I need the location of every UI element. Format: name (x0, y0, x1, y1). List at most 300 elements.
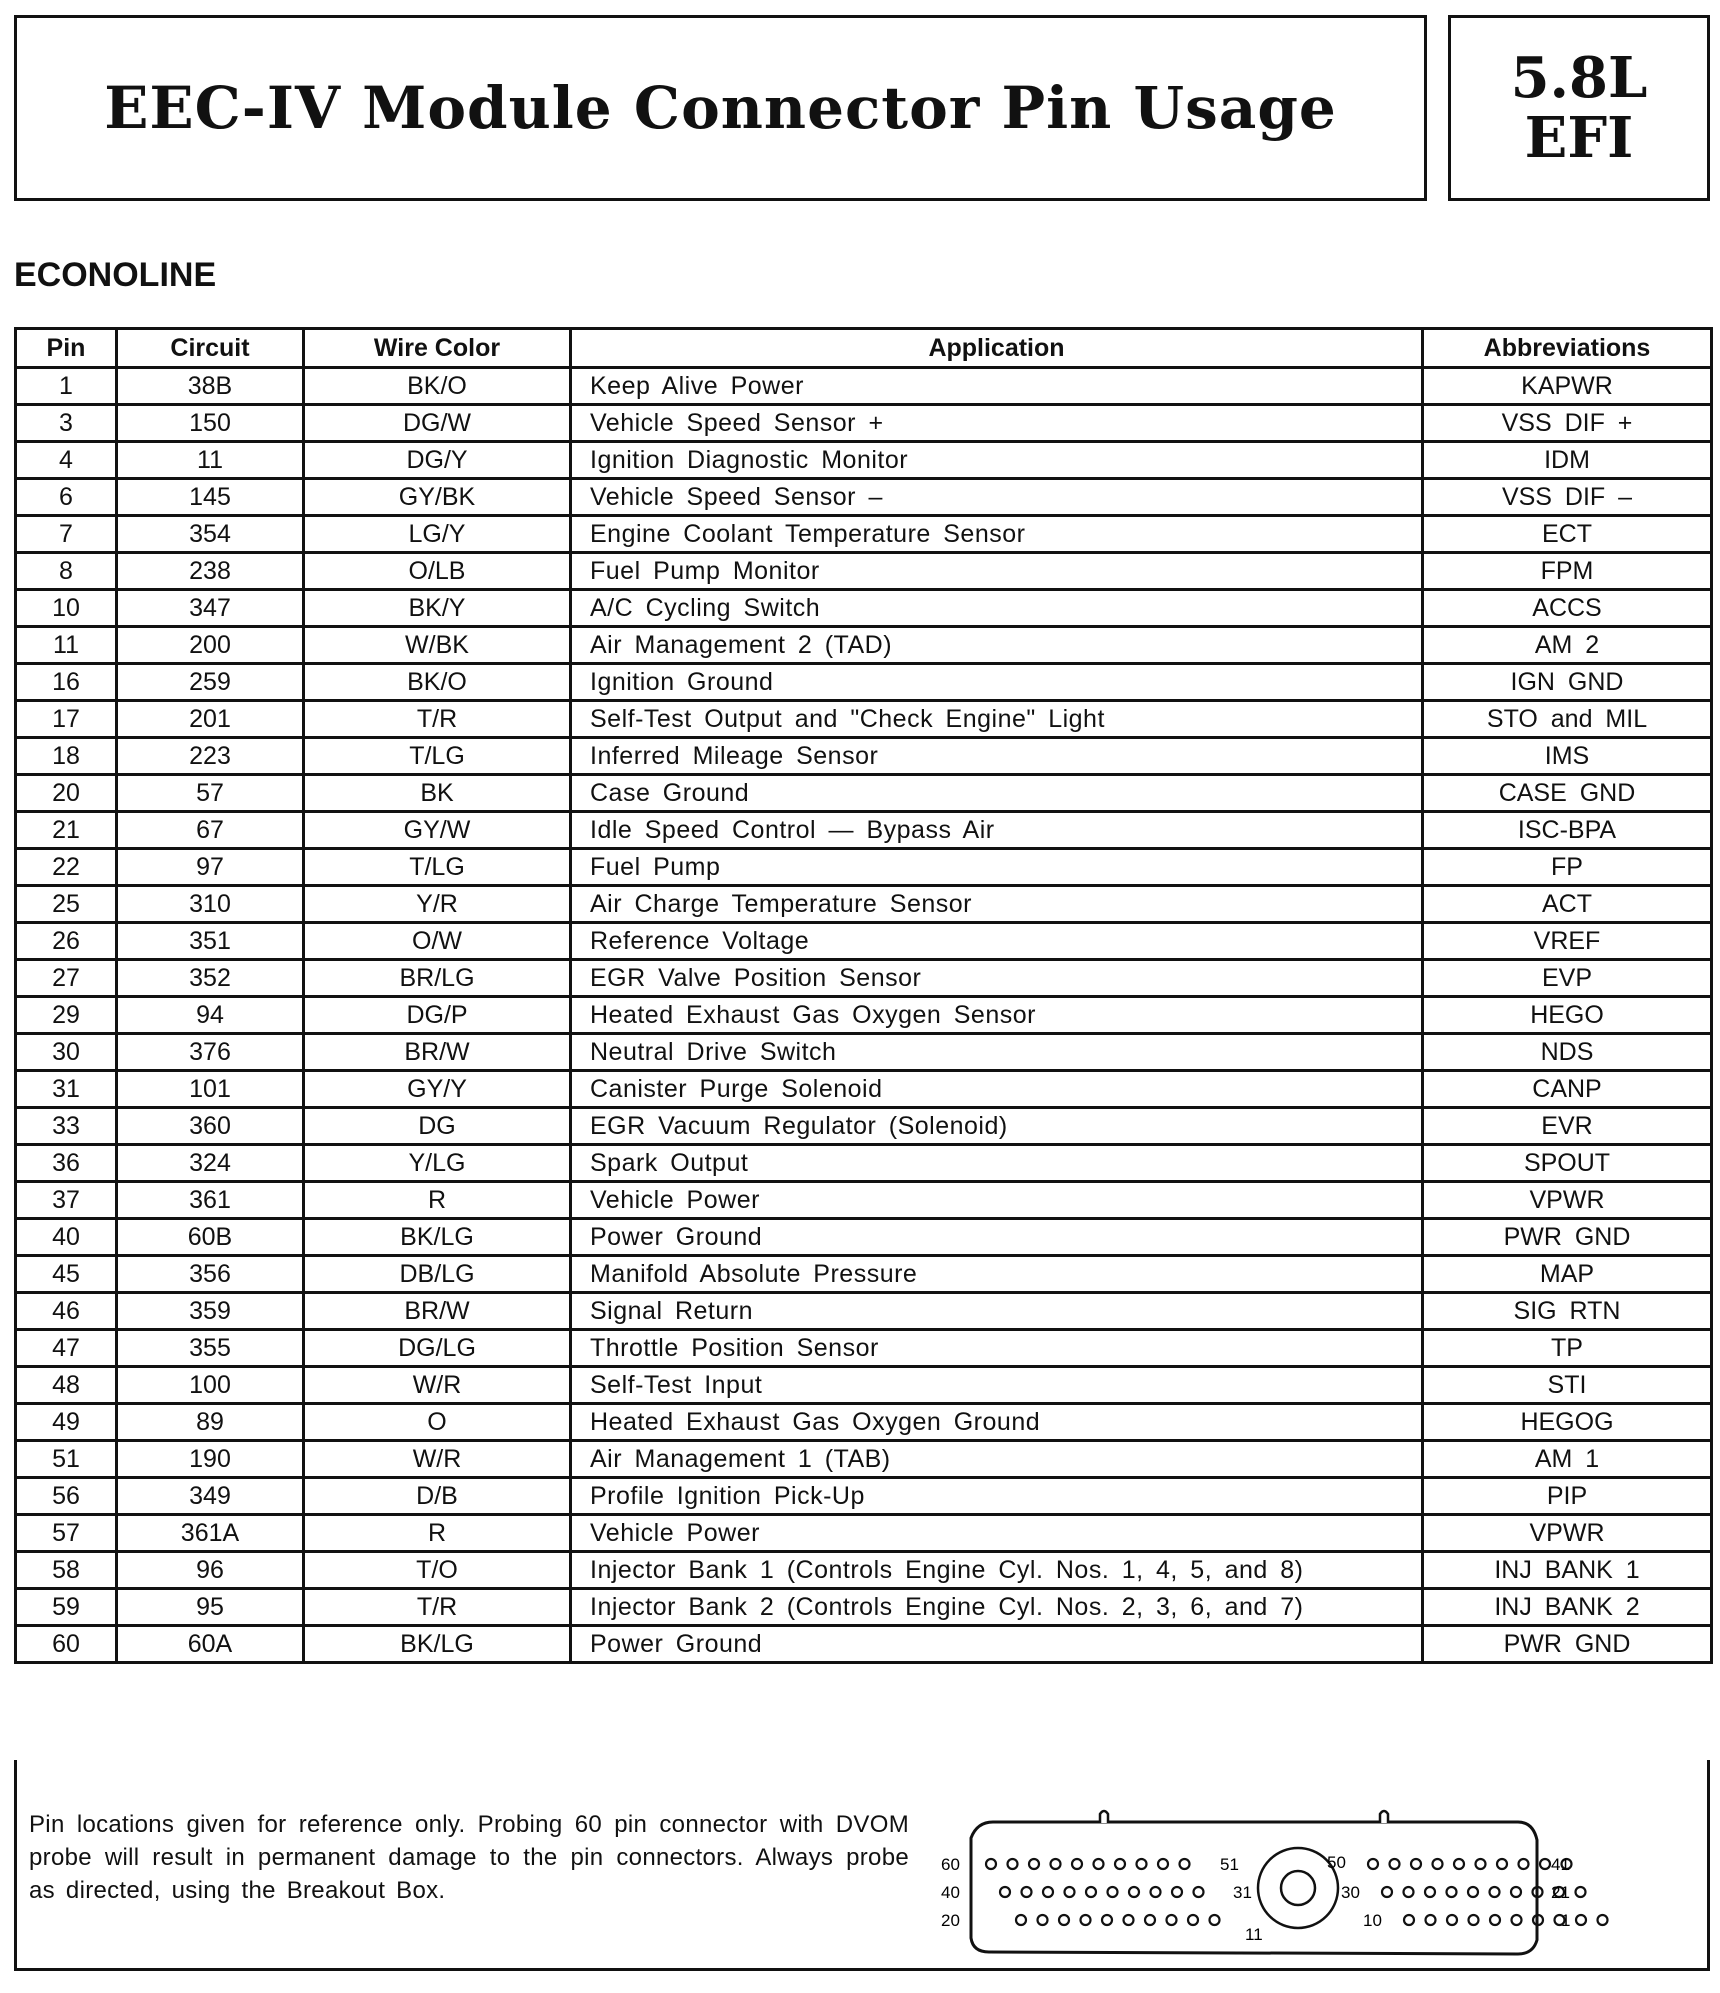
application-cell: EGR Vacuum Regulator (Solenoid) (571, 1108, 1423, 1145)
table-row (16, 368, 1712, 405)
pin-cell: 60 (16, 1626, 117, 1663)
application-cell: Fuel Pump Monitor (571, 553, 1423, 590)
wire-color-cell: T/R (304, 701, 571, 738)
circuit-cell: 351 (117, 923, 304, 960)
pin-cell: 49 (16, 1404, 117, 1441)
connector-pin-holes (986, 1859, 1608, 1925)
connector-pin-hole (1511, 1887, 1521, 1897)
abbreviation-cell: FP (1423, 849, 1712, 886)
pin-cell: 16 (16, 664, 117, 701)
table-header-row (16, 329, 1712, 368)
connector-label-60: 60 (941, 1855, 960, 1874)
wire-color-cell: DG/LG (304, 1330, 571, 1367)
table-row (16, 886, 1712, 923)
circuit-cell: 95 (117, 1589, 304, 1626)
circuit-cell: 97 (117, 849, 304, 886)
wire-color-cell: BK (304, 775, 571, 812)
connector-pin-hole (1158, 1859, 1168, 1869)
abbreviation-cell: IMS (1423, 738, 1712, 775)
wire-color-cell: R (304, 1182, 571, 1219)
table-row (16, 405, 1712, 442)
application-cell: Injector Bank 1 (Controls Engine Cyl. Nos. 1, 4, 5, and 8) (571, 1552, 1423, 1589)
table-row (16, 1626, 1712, 1663)
abbreviation-cell: ECT (1423, 516, 1712, 553)
pin-cell: 18 (16, 738, 117, 775)
application-cell: Ignition Ground (571, 664, 1423, 701)
pin-cell: 10 (16, 590, 117, 627)
wire-color-cell: R (304, 1515, 571, 1552)
wire-color-cell: BR/LG (304, 960, 571, 997)
wire-color-cell: T/O (304, 1552, 571, 1589)
table-row (16, 1034, 1712, 1071)
column-header-application: Application (571, 329, 1423, 368)
application-cell: Air Management 2 (TAD) (571, 627, 1423, 664)
circuit-cell: 60B (117, 1219, 304, 1256)
circuit-cell: 310 (117, 886, 304, 923)
abbreviation-cell: ISC-BPA (1423, 812, 1712, 849)
wire-color-cell: DB/LG (304, 1256, 571, 1293)
application-cell: Air Management 1 (TAB) (571, 1441, 1423, 1478)
connector-pin-hole (1433, 1859, 1443, 1869)
circuit-cell: 200 (117, 627, 304, 664)
table-row (16, 442, 1712, 479)
pin-cell: 25 (16, 886, 117, 923)
connector-pin-hole (1210, 1915, 1220, 1925)
circuit-cell: 201 (117, 701, 304, 738)
table-row (16, 960, 1712, 997)
pin-cell: 29 (16, 997, 117, 1034)
table-row (16, 923, 1712, 960)
connector-pin-hole (1447, 1915, 1457, 1925)
circuit-cell: 324 (117, 1145, 304, 1182)
connector-pin-hole (1497, 1859, 1507, 1869)
abbreviation-cell: SIG RTN (1423, 1293, 1712, 1330)
engine-fuel-system: EFI (1524, 105, 1634, 171)
pin-cell: 6 (16, 479, 117, 516)
connector-pin-hole (1008, 1859, 1018, 1869)
wire-color-cell: W/R (304, 1367, 571, 1404)
application-cell: EGR Valve Position Sensor (571, 960, 1423, 997)
table-row (16, 1182, 1712, 1219)
connector-pin-hole (1051, 1859, 1061, 1869)
connector-pin-hole (1151, 1887, 1161, 1897)
circuit-cell: 355 (117, 1330, 304, 1367)
abbreviation-cell: ACCS (1423, 590, 1712, 627)
circuit-cell: 94 (117, 997, 304, 1034)
connector-pin-hole (1576, 1915, 1586, 1925)
abbreviation-cell: PWR GND (1423, 1626, 1712, 1663)
connector-label-40: 40 (941, 1883, 960, 1902)
application-cell: Manifold Absolute Pressure (571, 1256, 1423, 1293)
pin-cell: 37 (16, 1182, 117, 1219)
circuit-cell: 38B (117, 368, 304, 405)
circuit-cell: 223 (117, 738, 304, 775)
abbreviation-cell: HEGOG (1423, 1404, 1712, 1441)
wire-color-cell: DG/P (304, 997, 571, 1034)
connector-pin-hole (1016, 1915, 1026, 1925)
pin-cell: 22 (16, 849, 117, 886)
application-cell: Spark Output (571, 1145, 1423, 1182)
circuit-cell: 11 (117, 442, 304, 479)
circuit-cell: 361A (117, 1515, 304, 1552)
connector-pin-hole (1145, 1915, 1155, 1925)
application-cell: Fuel Pump (571, 849, 1423, 886)
connector-pin-hole (1382, 1887, 1392, 1897)
connector-pin-hole (1094, 1859, 1104, 1869)
abbreviation-cell: STI (1423, 1367, 1712, 1404)
table-row (16, 738, 1712, 775)
table-row (16, 627, 1712, 664)
connector-pin-hole (1086, 1887, 1096, 1897)
connector-label-11: 11 (1245, 1925, 1263, 1944)
connector-pin-hole (1043, 1887, 1053, 1897)
pin-cell: 59 (16, 1589, 117, 1626)
abbreviation-cell: INJ BANK 1 (1423, 1552, 1712, 1589)
connector-label-41: 41 (1551, 1855, 1570, 1874)
pin-cell: 4 (16, 442, 117, 479)
table-row (16, 590, 1712, 627)
application-cell: Self-Test Output and "Check Engine" Light (571, 701, 1423, 738)
connector-pin-hole (1426, 1915, 1436, 1925)
connector-pin-hole (1072, 1859, 1082, 1869)
circuit-cell: 360 (117, 1108, 304, 1145)
pin-cell: 45 (16, 1256, 117, 1293)
page-title: EEC-IV Module Connector Pin Usage (104, 74, 1337, 142)
wire-color-cell: DG/W (304, 405, 571, 442)
connector-pin-hole (1540, 1859, 1550, 1869)
wire-color-cell: BK/Y (304, 590, 571, 627)
abbreviation-cell: PIP (1423, 1478, 1712, 1515)
application-cell: Canister Purge Solenoid (571, 1071, 1423, 1108)
circuit-cell: 67 (117, 812, 304, 849)
abbreviation-cell: VPWR (1423, 1515, 1712, 1552)
pin-cell: 26 (16, 923, 117, 960)
connector-pin-hole (1022, 1887, 1032, 1897)
abbreviation-cell: VPWR (1423, 1182, 1712, 1219)
pin-cell: 21 (16, 812, 117, 849)
wire-color-cell: T/LG (304, 738, 571, 775)
wire-color-cell: DG (304, 1108, 571, 1145)
connector-key-tab-right (1380, 1811, 1388, 1823)
table-row (16, 516, 1712, 553)
pin-cell: 30 (16, 1034, 117, 1071)
circuit-cell: 259 (117, 664, 304, 701)
wire-color-cell: LG/Y (304, 516, 571, 553)
wire-color-cell: BR/W (304, 1293, 571, 1330)
connector-pin-hole (1000, 1887, 1010, 1897)
circuit-cell: 352 (117, 960, 304, 997)
pin-cell: 51 (16, 1441, 117, 1478)
connector-label-30: 30 (1341, 1883, 1360, 1902)
abbreviation-cell: EVR (1423, 1108, 1712, 1145)
pin-cell: 27 (16, 960, 117, 997)
column-header-pin: Pin (16, 329, 117, 368)
column-header-circuit: Circuit (117, 329, 304, 368)
connector-label-51: 51 (1220, 1855, 1239, 1874)
circuit-cell: 190 (117, 1441, 304, 1478)
abbreviation-cell: AM 2 (1423, 627, 1712, 664)
vehicle-section-title: ECONOLINE (14, 256, 217, 294)
abbreviation-cell: PWR GND (1423, 1219, 1712, 1256)
application-cell: Neutral Drive Switch (571, 1034, 1423, 1071)
connector-pin-hole (1172, 1887, 1182, 1897)
circuit-cell: 359 (117, 1293, 304, 1330)
connector-pin-hole (1065, 1887, 1075, 1897)
application-cell: Signal Return (571, 1293, 1423, 1330)
application-cell: Reference Voltage (571, 923, 1423, 960)
circuit-cell: 57 (117, 775, 304, 812)
table-row (16, 812, 1712, 849)
wire-color-cell: T/LG (304, 849, 571, 886)
table-row (16, 849, 1712, 886)
table-row (16, 1404, 1712, 1441)
connector-pin-hole (1490, 1915, 1500, 1925)
connector-pin-hole (986, 1859, 996, 1869)
application-cell: Vehicle Speed Sensor + (571, 405, 1423, 442)
connector-pin-hole (1390, 1859, 1400, 1869)
table-row (16, 1219, 1712, 1256)
pin-cell: 46 (16, 1293, 117, 1330)
connector-pin-hole (1137, 1859, 1147, 1869)
table-row (16, 479, 1712, 516)
wire-color-cell: DG/Y (304, 442, 571, 479)
application-cell: Power Ground (571, 1219, 1423, 1256)
connector-pin-hole (1368, 1859, 1378, 1869)
connector-label-20: 20 (941, 1911, 960, 1930)
circuit-cell: 145 (117, 479, 304, 516)
pin-cell: 58 (16, 1552, 117, 1589)
connector-pin-hole (1469, 1915, 1479, 1925)
application-cell: Injector Bank 2 (Controls Engine Cyl. Nos. 2, 3, 6, and 7) (571, 1589, 1423, 1626)
engine-badge (1448, 15, 1710, 201)
table-row (16, 1330, 1712, 1367)
application-cell: Heated Exhaust Gas Oxygen Sensor (571, 997, 1423, 1034)
application-cell: Throttle Position Sensor (571, 1330, 1423, 1367)
table-row (16, 1589, 1712, 1626)
table-row (16, 1071, 1712, 1108)
pin-cell: 17 (16, 701, 117, 738)
abbreviation-cell: VSS DIF – (1423, 479, 1712, 516)
application-cell: Vehicle Speed Sensor – (571, 479, 1423, 516)
connector-pin-hole (1454, 1859, 1464, 1869)
pin-cell: 57 (16, 1515, 117, 1552)
abbreviation-cell: STO and MIL (1423, 701, 1712, 738)
pin-cell: 7 (16, 516, 117, 553)
connector-pin-hole (1576, 1887, 1586, 1897)
abbreviation-cell: IGN GND (1423, 664, 1712, 701)
connector-pin-hole (1115, 1859, 1125, 1869)
circuit-cell: 238 (117, 553, 304, 590)
wire-color-cell: W/R (304, 1441, 571, 1478)
application-cell: Idle Speed Control — Bypass Air (571, 812, 1423, 849)
pin-cell: 48 (16, 1367, 117, 1404)
circuit-cell: 361 (117, 1182, 304, 1219)
table-row (16, 1256, 1712, 1293)
connector-pin-hole (1404, 1887, 1414, 1897)
connector-label-50: 50 (1327, 1853, 1346, 1872)
application-cell: Power Ground (571, 1626, 1423, 1663)
abbreviation-cell: AM 1 (1423, 1441, 1712, 1478)
table-row (16, 1293, 1712, 1330)
table-row (16, 553, 1712, 590)
column-header-abbreviations: Abbreviations (1423, 329, 1712, 368)
pin-usage-table-container (14, 327, 1710, 1664)
wire-color-cell: GY/Y (304, 1071, 571, 1108)
connector-label-1: 1 (1561, 1911, 1571, 1930)
probing-warning-note: Pin locations given for reference only. Probing 60 pin connector with DVOM probe will result in permanent damage to the pin connectors. Always probe as directed, using the Breakout Box. (29, 1811, 909, 1904)
connector-pin-hole (1447, 1887, 1457, 1897)
abbreviation-cell: NDS (1423, 1034, 1712, 1071)
pin-cell: 47 (16, 1330, 117, 1367)
title-box (14, 15, 1427, 201)
circuit-cell: 356 (117, 1256, 304, 1293)
wire-color-cell: BK/LG (304, 1219, 571, 1256)
pin-cell: 3 (16, 405, 117, 442)
connector-pin-hole (1490, 1887, 1500, 1897)
pin-cell: 20 (16, 775, 117, 812)
wire-color-cell: O (304, 1404, 571, 1441)
connector-pin-hole (1598, 1915, 1608, 1925)
abbreviation-cell: CANP (1423, 1071, 1712, 1108)
pin-cell: 40 (16, 1219, 117, 1256)
connector-pin-hole (1519, 1859, 1529, 1869)
circuit-cell: 354 (117, 516, 304, 553)
pin-cell: 33 (16, 1108, 117, 1145)
abbreviation-cell: MAP (1423, 1256, 1712, 1293)
pin-cell: 31 (16, 1071, 117, 1108)
engine-displacement: 5.8L (1510, 45, 1648, 111)
application-cell: Ignition Diagnostic Monitor (571, 442, 1423, 479)
connector-pin-hole (1425, 1887, 1435, 1897)
connector-pin-hole (1167, 1915, 1177, 1925)
circuit-cell: 96 (117, 1552, 304, 1589)
application-cell: Heated Exhaust Gas Oxygen Ground (571, 1404, 1423, 1441)
circuit-cell: 101 (117, 1071, 304, 1108)
application-cell: Engine Coolant Temperature Sensor (571, 516, 1423, 553)
table-row (16, 1108, 1712, 1145)
table-body (16, 368, 1712, 1663)
pin-cell: 11 (16, 627, 117, 664)
pin-cell: 36 (16, 1145, 117, 1182)
connector-pin-hole (1194, 1887, 1204, 1897)
connector-pin-hole (1180, 1859, 1190, 1869)
abbreviation-cell: VREF (1423, 923, 1712, 960)
connector-pin-hole (1038, 1915, 1048, 1925)
connector-pin-diagram (933, 1800, 1693, 1960)
connector-label-21: 21 (1551, 1883, 1570, 1902)
table-row (16, 664, 1712, 701)
wire-color-cell: BK/O (304, 664, 571, 701)
table-row (16, 775, 1712, 812)
abbreviation-cell: ACT (1423, 886, 1712, 923)
wire-color-cell: GY/BK (304, 479, 571, 516)
table-row (16, 1515, 1712, 1552)
circuit-cell: 349 (117, 1478, 304, 1515)
application-cell: Vehicle Power (571, 1515, 1423, 1552)
circuit-cell: 376 (117, 1034, 304, 1071)
abbreviation-cell: CASE GND (1423, 775, 1712, 812)
wire-color-cell: Y/LG (304, 1145, 571, 1182)
wire-color-cell: O/W (304, 923, 571, 960)
abbreviation-cell: IDM (1423, 442, 1712, 479)
connector-pin-hole (1129, 1887, 1139, 1897)
application-cell: Keep Alive Power (571, 368, 1423, 405)
table-row (16, 997, 1712, 1034)
abbreviation-cell: TP (1423, 1330, 1712, 1367)
wire-color-cell: Y/R (304, 886, 571, 923)
pin-cell: 8 (16, 553, 117, 590)
abbreviation-cell: INJ BANK 2 (1423, 1589, 1712, 1626)
wire-color-cell: GY/W (304, 812, 571, 849)
wire-color-cell: BK/LG (304, 1626, 571, 1663)
application-cell: Profile Ignition Pick-Up (571, 1478, 1423, 1515)
connector-center-boss-outer (1258, 1848, 1338, 1928)
application-cell: Vehicle Power (571, 1182, 1423, 1219)
connector-pin-hole (1404, 1915, 1414, 1925)
wire-color-cell: BR/W (304, 1034, 571, 1071)
footer-panel (14, 1760, 1710, 1971)
table-row (16, 1478, 1712, 1515)
column-header-wire-color: Wire Color (304, 329, 571, 368)
wire-color-cell: D/B (304, 1478, 571, 1515)
connector-center-boss-inner (1281, 1871, 1315, 1905)
table-row (16, 1441, 1712, 1478)
connector-key-tab-left (1100, 1811, 1108, 1823)
connector-pin-hole (1476, 1859, 1486, 1869)
connector-pin-hole (1102, 1915, 1112, 1925)
wire-color-cell: T/R (304, 1589, 571, 1626)
table-row (16, 1145, 1712, 1182)
circuit-cell: 60A (117, 1626, 304, 1663)
connector-pin-hole (1029, 1859, 1039, 1869)
connector-pin-hole (1124, 1915, 1134, 1925)
table-row (16, 701, 1712, 738)
pin-cell: 56 (16, 1478, 117, 1515)
connector-pin-hole (1081, 1915, 1091, 1925)
circuit-cell: 100 (117, 1367, 304, 1404)
wire-color-cell: BK/O (304, 368, 571, 405)
circuit-cell: 347 (117, 590, 304, 627)
connector-pin-hole (1512, 1915, 1522, 1925)
abbreviation-cell: HEGO (1423, 997, 1712, 1034)
pin-cell: 1 (16, 368, 117, 405)
abbreviation-cell: KAPWR (1423, 368, 1712, 405)
application-cell: A/C Cycling Switch (571, 590, 1423, 627)
wire-color-cell: O/LB (304, 553, 571, 590)
table-row (16, 1552, 1712, 1589)
wire-color-cell: W/BK (304, 627, 571, 664)
application-cell: Air Charge Temperature Sensor (571, 886, 1423, 923)
circuit-cell: 89 (117, 1404, 304, 1441)
abbreviation-cell: SPOUT (1423, 1145, 1712, 1182)
pin-usage-table (14, 327, 1713, 1664)
connector-label-10: 10 (1363, 1911, 1382, 1930)
application-cell: Inferred Mileage Sensor (571, 738, 1423, 775)
connector-pin-hole (1059, 1915, 1069, 1925)
abbreviation-cell: FPM (1423, 553, 1712, 590)
abbreviation-cell: EVP (1423, 960, 1712, 997)
connector-pin-hole (1108, 1887, 1118, 1897)
application-cell: Self-Test Input (571, 1367, 1423, 1404)
connector-pin-hole (1188, 1915, 1198, 1925)
connector-label-31: 31 (1233, 1883, 1252, 1902)
connector-pin-hole (1468, 1887, 1478, 1897)
application-cell: Case Ground (571, 775, 1423, 812)
circuit-cell: 150 (117, 405, 304, 442)
abbreviation-cell: VSS DIF + (1423, 405, 1712, 442)
table-row (16, 1367, 1712, 1404)
connector-pin-hole (1411, 1859, 1421, 1869)
